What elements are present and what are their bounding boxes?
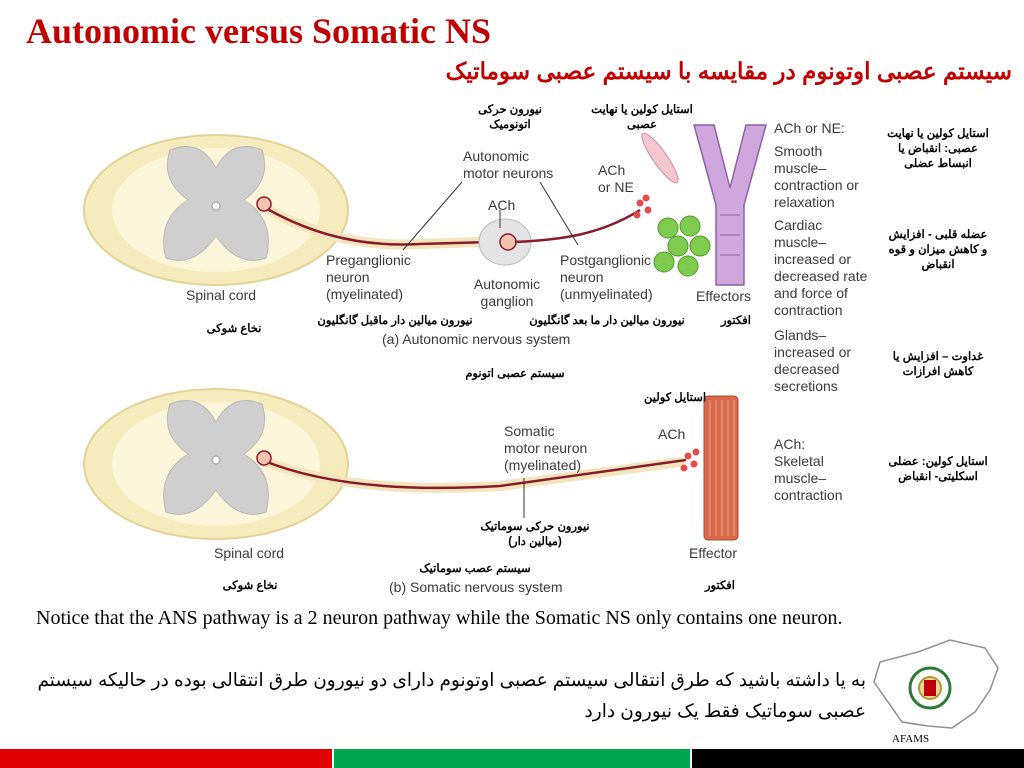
label-effectors: Effectors [696,288,751,304]
label-line: ganglion [480,293,534,309]
effect-line: contraction [774,487,843,503]
fa-effect-skeletal [870,455,1006,485]
footer-bar-green [334,749,690,768]
label-line: motor neuron [504,440,588,456]
label-spinal-cord-b: Spinal cord [214,545,285,561]
fa-line: استایل کولین یا نهایت [591,104,693,116]
fa-line: نیورون حرکی [478,104,542,116]
label-line: neuron [560,269,604,285]
fa-line: انبساط عضلی [904,158,972,170]
label-ach: ACh [488,197,516,213]
fa-effect-glands [870,350,1006,380]
label-line: (myelinated) [326,286,404,302]
afams-logo [874,640,998,728]
effect-line: increased or [774,251,852,267]
label-line: (unmyelinated) [560,286,653,302]
footer-bar-black [692,749,1024,768]
label-spinal-cord-a: Spinal cord [186,287,257,303]
gland-cells [654,216,710,276]
label-autonomic-ganglion [468,276,546,310]
fa-line: اسکلیتی- انقباض [898,471,978,483]
label-somatic-motor-neuron [504,423,587,474]
label-autonomic-motor-neurons [463,148,553,182]
footer-bar-red [0,749,332,768]
fa-caption-somatic: سیستم عصب سوماتیک [419,563,531,575]
caption-autonomic: (a) Autonomic nervous system [382,331,571,347]
spinal-cord-a-illustration [84,135,348,285]
effect-line: secretions [774,378,838,394]
fa-line: و کاهش میزان و قوه [888,244,988,256]
effect-line: Glands– [774,327,827,343]
fa-line: عصبی: انقباض یا [898,143,978,155]
fa-spinal-cord-a: نخاع شوکی [206,323,262,335]
fa-line: (میالین دار) [508,536,562,548]
effect-line: ACh: [774,436,806,452]
fa-line: استایل کولین یا نهایت [887,128,989,140]
fa-postganglionic: نیورون میالین دار ما بعد گانگلیون [529,315,685,327]
label-line: neuron [326,269,370,285]
label-line: Postganglionic [560,252,652,268]
label-line: Autonomic [473,276,541,292]
effect-line: and force of [774,285,848,301]
fa-effector-a: افکتور [720,315,751,327]
effect-line: contraction [774,302,843,318]
note-english: Notice that the ANS pathway is a 2 neuron pathway while the Somatic NS only contains one neuron. [36,607,843,629]
effects-header: ACh or NE: [774,120,845,136]
label-line: Preganglionic [326,252,411,268]
effect-line: muscle– [774,234,827,250]
effect-line: relaxation [774,194,835,210]
fa-line: استایل کولین: عضلی [888,456,988,468]
fa-effect-cardiac [870,228,1006,273]
fa-effector-b: افکتور [704,580,735,592]
skeletal-muscle [704,396,738,540]
label-somatic-ach: ACh [658,426,686,442]
effect-line: muscle– [774,470,827,486]
page-subtitle-fa: سیستم عصبی اوتونوم در مقایسه با سیستم عصبی سوماتیک [445,58,1012,84]
logo-caption: AFAMS [892,733,930,745]
effect-glands [774,327,851,395]
label-line: or NE [598,179,634,195]
fa-effect-smooth [870,127,1006,172]
page-title: Autonomic versus Somatic NS [26,11,491,51]
fa-line: عضله قلبی - افزایش [888,229,988,241]
fa-preganglionic: نیورون میالین دار ماقبل گانگلیون [317,315,473,327]
fa-caption-autonomic: سیستم عصبی اتونوم [465,368,565,380]
effect-line: decreased [774,361,840,377]
spinal-cord-b-illustration [84,389,348,539]
fa-line: غداوت – افزایش یا [892,351,984,363]
fa-cholinergic-label [572,103,712,133]
label-ach-or-ne [598,162,634,196]
effect-line: muscle– [774,160,827,176]
fa-line: نیورون حرکی سوماتیک [480,521,590,533]
fa-somatic-ach: استایل کولین [643,392,707,404]
label-postganglionic-neuron [560,252,653,303]
effect-line: Skeletal [774,453,824,469]
effect-line: Smooth [774,143,823,159]
fa-somatic-motor-neuron [460,520,610,550]
fa-line: اتونومیک [489,119,531,131]
fa-line: عصبی [627,119,657,131]
label-preganglionic-neuron [326,252,411,303]
label-line: ACh [598,162,626,178]
fa-line: انقباض [921,259,955,271]
fa-autonomic-motor-neuron [455,103,565,133]
effect-line: contraction or [774,177,859,193]
label-line: (myelinated) [504,457,582,473]
label-line: Autonomic [463,148,530,164]
label-line: motor neurons [463,165,554,181]
effect-cardiac-muscle [774,217,867,319]
caption-somatic: (b) Somatic nervous system [389,579,563,595]
fa-spinal-cord-b: نخاع شوکی [222,580,278,592]
note-farsi: به یا داشته باشید که طرق انتقالی سیستم عصبی اوتونوم دارای دو نیورون طرق انتقالی بوده در حالیکه سیستم عصبی سوماتیک فقط یک نیورون دارد [37,669,866,721]
effect-line: decreased rate [774,268,868,284]
effect-skeletal-muscle [774,436,842,504]
label-somatic-effector: Effector [689,545,737,561]
label-line: Somatic [504,423,555,439]
effect-line: increased or [774,344,852,360]
effect-line: Cardiac [774,217,823,233]
fa-line: کاهش افرازات [902,366,974,378]
effect-smooth-muscle [774,143,859,211]
